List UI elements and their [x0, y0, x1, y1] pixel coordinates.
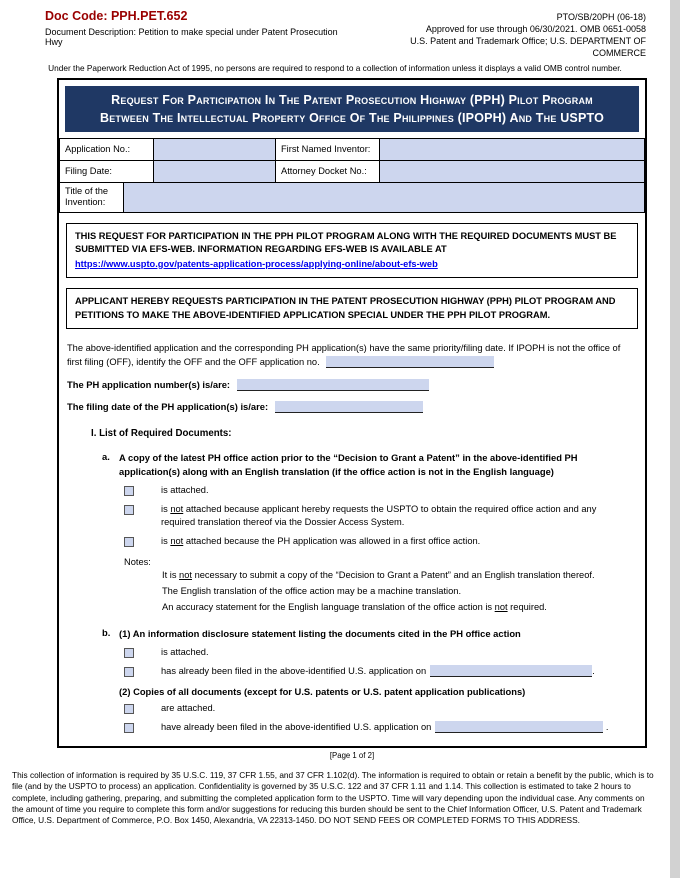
notes-label: Notes: — [124, 557, 151, 568]
filing-date-field[interactable] — [154, 160, 276, 182]
checkbox-office-action-attached[interactable] — [124, 486, 134, 496]
title-of-invention-label: Title of the Invention: — [60, 182, 124, 212]
burden-statement: This collection of information is required by 35 U.S.C. 119, 37 CFR 1.55, and 37 CFR 1.102(d). The information is required to obtain or retain a benefit by the public, which is to file (and by the USPTO to process) an application. Confidentiality is governed by 35 U.S.C. 122 and 37 CFR 1.11 and 1.14. This collection is estimated to take 2 hours to complete, including gathering, preparing, and submitting the completed application form to the USPTO. Time will vary depending upon the individual case. Any comments on the amount of time you require to complete this form and/or suggestions for reducing this burden should be sent to the Chief Information Officer, U.S. Patent and Trademark Office, U.S. Department of Commerce, P.O. Box 1450, Alexandria, VA 22313-1450. DO NOT SEND FEES OR COMPLETED FORMS TO THIS ADDRESS. — [12, 769, 654, 826]
form-title-line2: Between The Intellectual Property Office Of The Philippines (IPOPH) And The USPTO — [99, 110, 605, 125]
checkbox-copies-attached[interactable] — [124, 704, 134, 714]
table-row — [60, 182, 645, 212]
checkbox-ids-already-filed[interactable] — [124, 667, 134, 677]
option-row — [124, 503, 645, 530]
item-a-marker: a. — [102, 451, 110, 463]
item-b-part1-heading: (1) An information disclosure statement listing the documents cited in the PH office action — [119, 628, 521, 639]
note-line: An accuracy statement for the English language translation of the office action is not required. — [162, 602, 547, 613]
item-b — [102, 627, 645, 641]
first-named-inventor-field[interactable] — [380, 138, 645, 160]
option-row — [124, 721, 645, 734]
note-line: The English translation of the office action may be a machine translation. — [162, 586, 462, 597]
section-1-heading: I. List of Required Documents: — [91, 428, 232, 440]
first-named-inventor-label: First Named Inventor: — [276, 138, 380, 160]
form-id-block — [356, 9, 646, 60]
checkbox-label: is not attached because applicant hereby requests the USPTO to obtain the required office action and any required translation thereof via the Dossier Access System. — [161, 503, 597, 528]
priority-filing-text: The above-identified application and the corresponding PH application(s) have the same priority/filing date. If IPOPH is not the office of first filing (OFF), identify the OFF and the OFF application no. — [67, 343, 621, 367]
right-gutter — [670, 0, 680, 878]
form-title-line1: Request For Participation In The Patent Prosecution Highway (PPH) Pilot Program — [111, 92, 593, 107]
option-row — [124, 484, 645, 497]
application-no-label: Application No.: — [60, 138, 154, 160]
ph-filing-date-line — [67, 401, 637, 413]
form-header — [0, 9, 670, 60]
invention-title-row — [59, 182, 645, 213]
attorney-docket-no-label: Attorney Docket No.: — [276, 160, 380, 182]
omb-approval: Approved for use through 06/30/2021. OMB 0651-0058 — [425, 24, 646, 35]
checkbox-label: are attached. — [161, 703, 216, 714]
checkbox-label: is attached. — [161, 647, 209, 658]
off-application-no-field[interactable] — [326, 356, 494, 368]
form-title — [65, 86, 639, 132]
checkbox-office-action-not-attached-dossier[interactable] — [124, 505, 134, 515]
doc-code-block — [45, 9, 356, 60]
participation-request-statement: APPLICANT HEREBY REQUESTS PARTICIPATION IN THE PATENT PROSECUTION HIGHWAY (PPH) PILOT PROGRAM AND PETITIONS TO MAKE THE ABOVE-IDENTIFIED APPLICATION SPECIAL UNDER THE PPH PILOT PROGRAM. — [66, 288, 638, 329]
checkbox-label: has already been filed in the above-identified U.S. application on . — [161, 665, 595, 676]
checkbox-copies-already-filed[interactable] — [124, 723, 134, 733]
application-no-field[interactable] — [154, 138, 276, 160]
ph-application-number-field[interactable] — [237, 379, 429, 391]
paperwork-reduction-notice: Under the Paperwork Reduction Act of 1995, no persons are required to respond to a collection of information unless it displays a valid OMB control number. — [48, 62, 622, 73]
attorney-docket-no-field[interactable] — [380, 160, 645, 182]
doc-description: Document Description: Petition to make special under Patent Prosecution Hwy — [45, 27, 338, 47]
item-b-part2-heading: (2) Copies of all documents (except for U.S. patents or U.S. patent application publications) — [119, 686, 526, 698]
item-b-marker: b. — [102, 627, 111, 638]
ph-application-number-label: The PH application number(s) is/are: — [67, 379, 231, 391]
priority-filing-paragraph — [67, 342, 637, 369]
item-a-heading: A copy of the latest PH office action prior to the “Decision to Grant a Patent” in the above-identified PH application(s) along with an English translation (if the office action is not in the English language) — [119, 452, 578, 478]
efs-web-notice — [66, 223, 638, 278]
option-row — [124, 535, 645, 548]
ph-filing-date-label: The filing date of the PH application(s) is/are: — [67, 401, 269, 413]
agency-line: U.S. Patent and Trademark Office; U.S. DEPARTMENT OF COMMERCE — [410, 36, 646, 59]
efs-web-link[interactable]: https://www.uspto.gov/patents-application-process/applying-online/about-efs-web — [75, 258, 438, 269]
option-row — [124, 665, 645, 678]
bibliographic-table — [59, 138, 645, 183]
option-row — [124, 702, 645, 715]
form-body — [57, 78, 647, 748]
checkbox-office-action-not-attached-first-action-allowance[interactable] — [124, 537, 134, 547]
checkbox-label: have already been filed in the above-identified U.S. application on . — [161, 721, 609, 732]
title-of-invention-field[interactable] — [124, 182, 645, 212]
table-row — [60, 160, 645, 182]
checkbox-label: is attached. — [161, 485, 209, 496]
checkbox-label: is not attached because the PH application was allowed in a first office action. — [161, 535, 481, 546]
note-line: It is not necessary to submit a copy of the “Decision to Grant a Patent” and an English translation thereof. — [162, 570, 595, 581]
copies-filed-date-field[interactable] — [435, 721, 603, 733]
table-row — [60, 138, 645, 160]
ids-filed-date-field[interactable] — [430, 665, 592, 677]
page-indicator: [Page 1 of 2] — [329, 750, 375, 760]
doc-code: Doc Code: PPH.PET.652 — [45, 9, 188, 23]
ph-application-number-line — [67, 379, 637, 391]
option-row — [124, 646, 645, 659]
efs-web-notice-text: THIS REQUEST FOR PARTICIPATION IN THE PPH PILOT PROGRAM ALONG WITH THE REQUIRED DOCUMENTS MUST BE SUBMITTED VIA EFS-WEB. INFORMATION REGARDING EFS-WEB IS AVAILABLE AT — [75, 230, 617, 255]
checkbox-ids-attached[interactable] — [124, 648, 134, 658]
filing-date-label: Filing Date: — [60, 160, 154, 182]
item-a — [102, 451, 645, 479]
ph-filing-date-field[interactable] — [275, 401, 423, 413]
form-number: PTO/SB/20PH (06-18) — [556, 12, 646, 22]
